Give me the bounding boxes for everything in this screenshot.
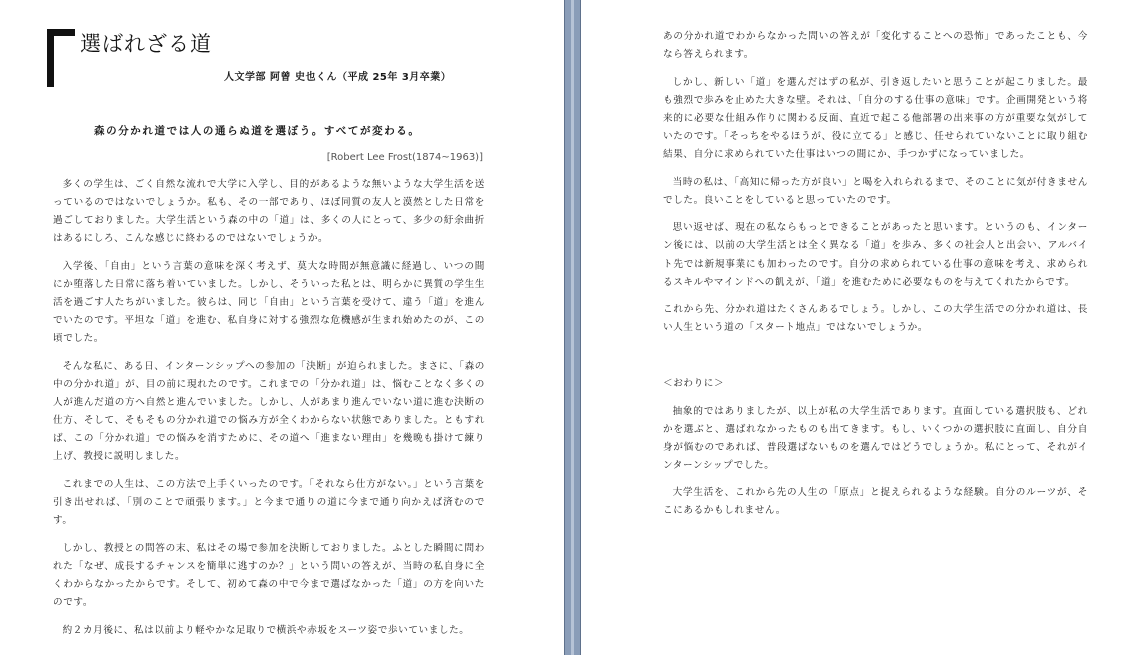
paragraph: しかし、教授との問答の末、私はその場で参加を決断しておりました。ふとした瞬間に問われた「なぜ、成長するチャンスを簡単に逃すのか？」という問いの答えが、当時の私自身に全くわからなかったからです。そして、初めて森の中で今まで選ばなかった「道」の方を向いたのです。	[53, 542, 485, 608]
paragraph: これまでの人生は、この方法で上手くいったのです。「それなら仕方がない。」という言葉を引き出せれば、「別のことで頑張ります。」と今まで通りの道に今まで通り向かえば済むのです。	[53, 478, 485, 527]
left-body-text	[53, 176, 485, 649]
paragraph: そんな私に、ある日、インターンシップへの参加の「決断」が迫られました。まさに、「森の中の分かれ道」が、目の前に現れたのです。これまでの「分かれ道」は、悩むことなく多くの人が進んだ道の方へ自然と進んでいました。しかし、人があまり進んでいない道に進む決断の仕方、そして、そもそもの分かれ道での悩み方が全くわからない状態でありました。ともすれば、この「分かれ道」での悩みを消すために、その道へ「進まない理由」を幾晩も掛けて練り上げ、教授に説明しました。	[53, 360, 485, 463]
paragraph: あの分かれ道でわからなかった問いの答えが「変化することへの恐怖」であったことも、今なら答えられます。	[663, 31, 1088, 61]
paragraph: しかし、新しい「道」を選んだはずの私が、引き返したいと思うことが起こりました。最も強烈で歩みを止めた大きな壁。それは、「自分のする仕事の意味」です。企画開発という将来的に必要な仕組み作りに関わる反面、直近で起こる他部署の出来事の方が重要な気がしていたのです。「そっちをやるほうが、役に立てる」と感じ、任せられていないことに取り組む結果、自分に求められていた仕事はいつの間にか、手つかずになっていました。	[663, 76, 1088, 161]
paragraph: これから先、分かれ道はたくさんあるでしょう。しかし、この大学生活での分かれ道は、長い人生という道の「スタート地点」ではないでしょうか。	[663, 304, 1088, 334]
title-bracket-decoration	[47, 29, 75, 87]
paragraph: 当時の私は、「高知に帰った方が良い」と喝を入れられるまで、そのことに気が付きませんでした。良いことをしていると思っていたのです。	[663, 176, 1088, 206]
section-spacer	[663, 347, 1088, 375]
paragraph: 多くの学生は、ごく自然な流れで大学に入学し、目的があるような無いような大学生活を送っているのではないでしょうか。私も、その一部であり、ほぼ同質の友人と漠然とした日常を過ごしておりました。大学生活という森の中の「道」は、多くの人にとって、多少の紆余曲折はあるにしろ、こんな感じに終わるのではないでしょうか。	[53, 179, 485, 245]
author-line: 人文学部 阿曾 史也くん（平成 25年 3月卒業）	[224, 72, 452, 83]
paragraph: 思い返せば、現在の私ならもっとできることがあったと思います。というのも、インターン後には、以前の大学生活とは全く異なる「道」を歩み、多くの社会人と出会い、アルバイト先では新規事業にも加わったのです。自分の求められている仕事の意味を考え、求められるスキルやマインドへの飢えが、「道」を進むために必要なものを与えてくれたからです。	[663, 222, 1088, 288]
paragraph: 抽象的ではありましたが、以上が私の大学生活であります。直面している選択肢も、どれかを選ぶと、選ばれなかったものも出てきます。もし、いくつかの選択肢に直面し、自分自身が悩むのであれば、普段選ばないものを選んではどうでしょうか。私にとって、それがインターンシップでした。	[663, 405, 1088, 471]
closing-heading: ＜おわりに＞	[663, 377, 725, 389]
right-page	[581, 0, 1128, 655]
paragraph: 大学生活を、これから先の人生の「原点」と捉えられるような経験。自分のルーツが、そこにあるかもしれません。	[663, 487, 1088, 517]
page-divider-scrollbar[interactable]	[564, 0, 581, 655]
right-body-text	[663, 28, 1088, 530]
epigraph-quote: 森の分かれ道では人の通らぬ道を選ぼう。すべてが変わる。	[94, 125, 421, 137]
epigraph-citation: [Robert Lee Frost(1874~1963)]	[326, 152, 483, 163]
paragraph: 入学後、「自由」という言葉の意味を深く考えず、莫大な時間が無意識に経過し、いつの間にか堕落した日常に落ち着いていました。しかし、そういった私とは、明らかに異質の学生生活を過ごす人たちがいました。彼らは、同じ「自由」という言葉を受けて、違う「道」を進んでいたのです。平坦な「道」を進む、私自身に対する強烈な危機感が生まれ始めたのが、この頃でした。	[53, 260, 485, 345]
paragraph: 約２カ月後に、私は以前より軽やかな足取りで横浜や赤坂をスーツ姿で歩いていました。	[62, 624, 470, 636]
essay-title: 選ばれざる道	[80, 32, 212, 56]
